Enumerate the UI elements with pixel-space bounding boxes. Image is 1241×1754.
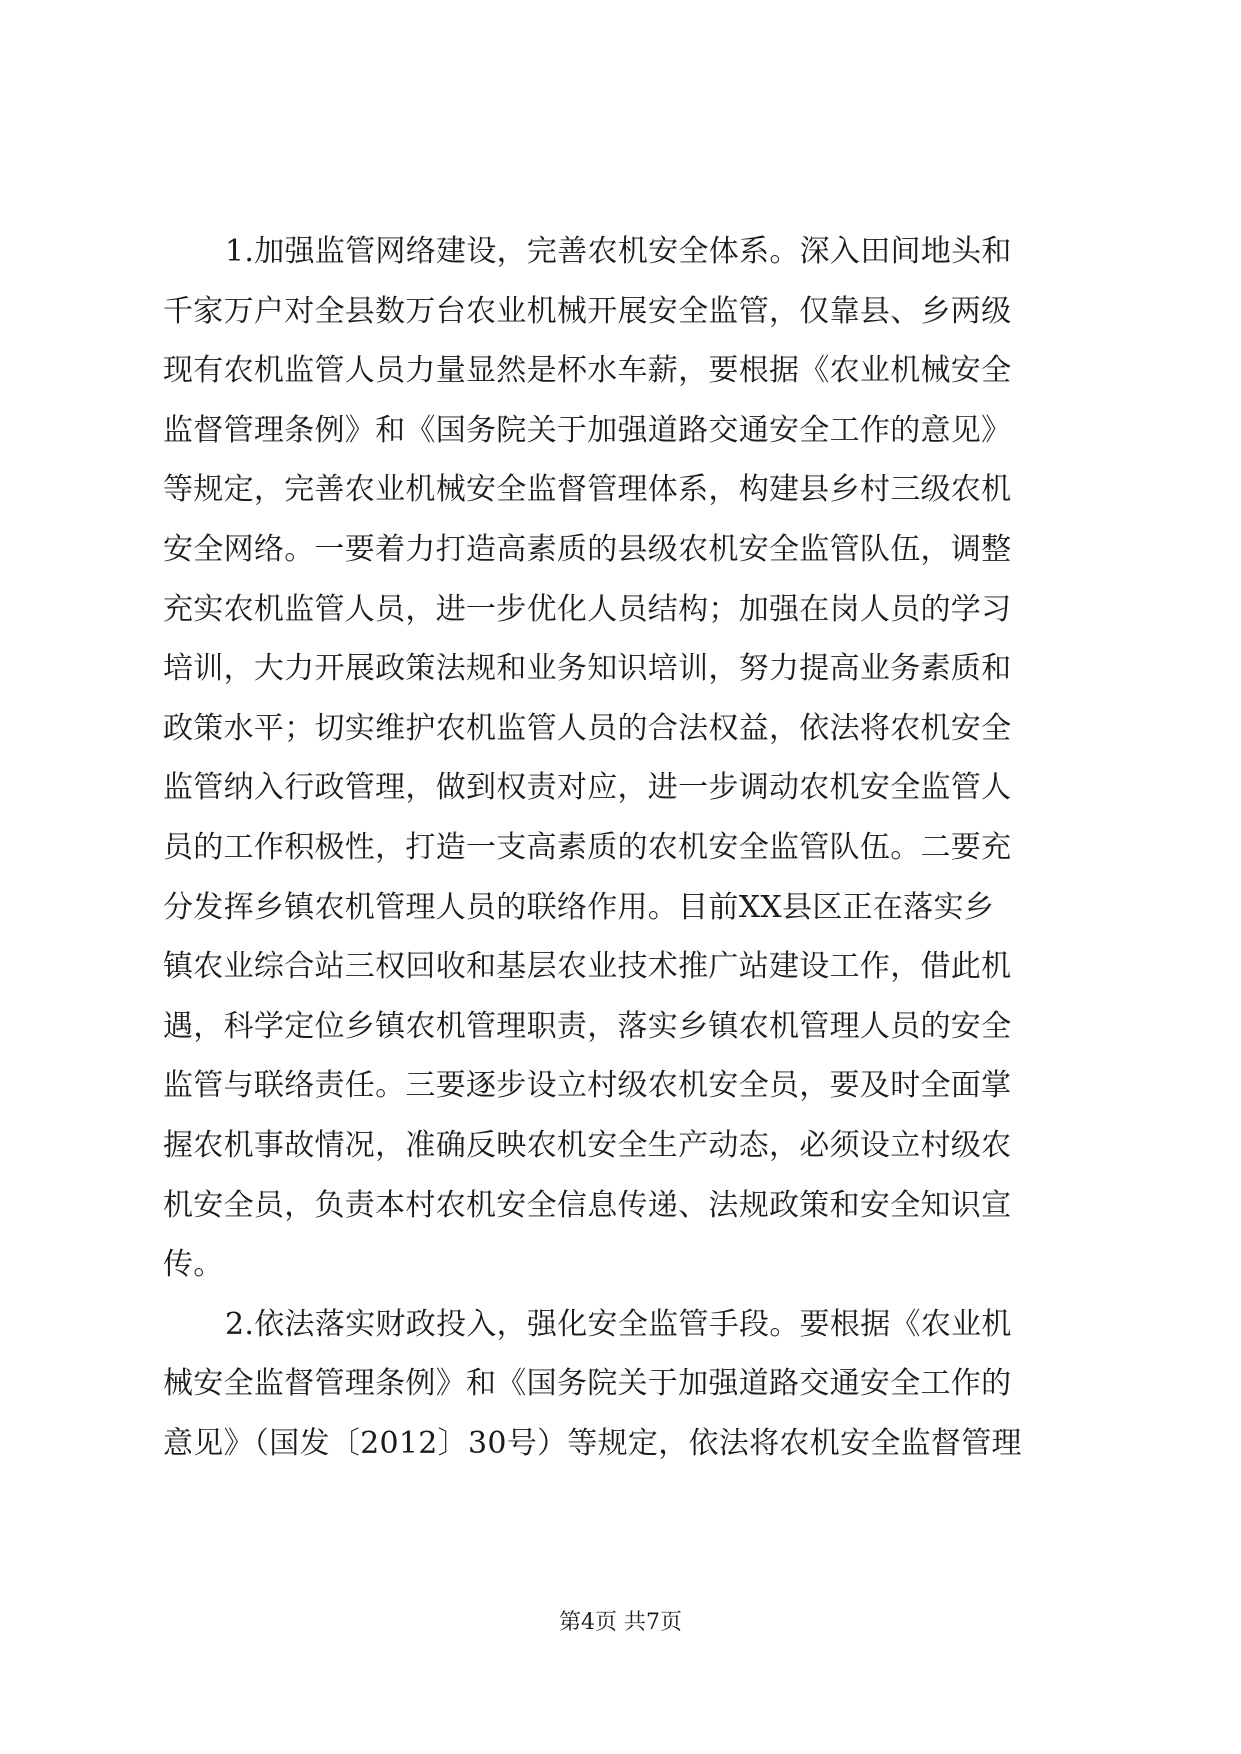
paragraph-2-line-1: 2.依法落实财政投入，强化安全监管手段。要根据《农业机	[225, 1306, 1012, 1342]
paragraph-1-line-4: 监督管理条例》和《国务院关于加强道路交通安全工作的意见》	[163, 412, 1012, 448]
paragraph-1-line-1: 1.加强监管网络建设，完善农机安全体系。深入田间地头和	[225, 234, 1012, 269]
document-body	[163, 222, 1083, 1473]
paragraph-1-line-3: 现有农机监管人员力量显然是杯水车薪，要根据《农业机械安全	[163, 353, 1012, 389]
paragraph-1-line-5: 等规定，完善农业机械安全监督管理体系，构建县乡村三级农机	[163, 472, 1012, 508]
paragraph-1-line-9: 政策水平；切实维护农机监管人员的合法权益，依法将农机安全	[163, 710, 1012, 746]
paragraph-1-line-7: 充实农机监管人员，进一步优化人员结构；加强在岗人员的学习	[163, 591, 1012, 627]
paragraph-1-line-15: 监管与联络责任。三要逐步设立村级农机安全员，要及时全面掌	[163, 1068, 1012, 1104]
page-number-footer: 第4页 共7页	[559, 1610, 682, 1635]
paragraph-1-line-18: 传。	[163, 1247, 224, 1283]
paragraph-1-line-11: 员的工作积极性，打造一支高素质的农机安全监管队伍。二要充	[163, 829, 1012, 865]
paragraph-2-line-2: 械安全监督管理条例》和《国务院关于加强道路交通安全工作的	[163, 1366, 1012, 1402]
paragraph-1-line-10: 监管纳入行政管理，做到权责对应，进一步调动农机安全监管人	[163, 770, 1012, 806]
paragraph-2-line-3: 意见》（国发〔2012〕30号）等规定，依法将农机安全监督管理	[163, 1425, 1022, 1461]
paragraph-1-line-17: 机安全员，负责本村农机安全信息传递、法规政策和安全知识宣	[163, 1187, 1012, 1223]
paragraph-1-line-13: 镇农业综合站三权回收和基层农业技术推广站建设工作，借此机	[163, 949, 1012, 985]
paragraph-1-line-12: 分发挥乡镇农机管理人员的联络作用。目前XX县区正在落实乡	[163, 889, 995, 925]
paragraph-1-line-14: 遇，科学定位乡镇农机管理职责，落实乡镇农机管理人员的安全	[163, 1008, 1012, 1044]
paragraph-1-line-6: 安全网络。一要着力打造高素质的县级农机安全监管队伍，调整	[163, 531, 1012, 567]
paragraph-1-line-16: 握农机事故情况，准确反映农机安全生产动态，必须设立村级农	[163, 1127, 1012, 1163]
paragraph-1-line-2: 千家万户对全县数万台农业机械开展安全监管，仅靠县、乡两级	[163, 293, 1012, 329]
paragraph-1-line-8: 培训，大力开展政策法规和业务知识培训，努力提高业务素质和	[163, 651, 1012, 687]
